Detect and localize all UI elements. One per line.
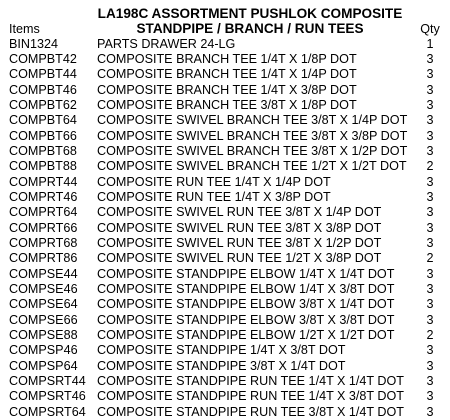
list-item xyxy=(0,144,450,159)
item-description: COMPOSITE SWIVEL BRANCH TEE 3/8T X 1/2P DOT xyxy=(97,144,407,159)
list-item xyxy=(0,37,450,52)
item-qty: 3 xyxy=(415,282,445,297)
item-description: COMPOSITE STANDPIPE RUN TEE 3/8T X 1/4T DOT xyxy=(97,405,404,420)
title-line-2: STANDPIPE / BRANCH / RUN TEES xyxy=(90,21,410,36)
item-code: COMPSRT64 xyxy=(9,405,86,420)
item-code: COMPSP46 xyxy=(9,343,78,358)
item-code: COMPRT86 xyxy=(9,251,77,266)
item-qty: 3 xyxy=(415,52,445,67)
title-line-1: LA198C ASSORTMENT PUSHLOK COMPOSITE xyxy=(90,6,410,21)
list-item xyxy=(0,113,450,128)
item-code: COMPSE64 xyxy=(9,297,78,312)
item-code: COMPSE46 xyxy=(9,282,78,297)
list-item xyxy=(0,129,450,144)
item-qty: 2 xyxy=(415,251,445,266)
list-item xyxy=(0,175,450,190)
item-code: COMPBT42 xyxy=(9,52,77,67)
list-item xyxy=(0,83,450,98)
item-qty: 1 xyxy=(415,37,445,52)
item-code: COMPRT66 xyxy=(9,221,77,236)
list-item xyxy=(0,251,450,266)
item-qty: 2 xyxy=(415,159,445,174)
item-code: COMPRT64 xyxy=(9,205,77,220)
item-qty: 3 xyxy=(415,190,445,205)
item-qty: 3 xyxy=(415,98,445,113)
item-description: COMPOSITE SWIVEL RUN TEE 3/8T X 1/4P DOT xyxy=(97,205,381,220)
list-item xyxy=(0,328,450,343)
item-description: COMPOSITE SWIVEL RUN TEE 3/8T X 3/8P DOT xyxy=(97,221,381,236)
item-code: COMPBT88 xyxy=(9,159,77,174)
item-code: COMPRT68 xyxy=(9,236,77,251)
item-description: COMPOSITE BRANCH TEE 3/8T X 1/8P DOT xyxy=(97,98,357,113)
item-description: COMPOSITE STANDPIPE 3/8T X 1/4T DOT xyxy=(97,359,345,374)
item-qty: 3 xyxy=(415,129,445,144)
column-header-items: Items xyxy=(9,22,40,37)
list-item xyxy=(0,205,450,220)
document-title xyxy=(90,6,410,36)
item-qty: 3 xyxy=(415,205,445,220)
item-code: COMPSE88 xyxy=(9,328,78,343)
item-qty: 3 xyxy=(415,313,445,328)
item-description: COMPOSITE SWIVEL BRANCH TEE 1/2T X 1/2T DOT xyxy=(97,159,407,174)
list-item xyxy=(0,98,450,113)
item-code: COMPBT44 xyxy=(9,67,77,82)
item-code: COMPRT44 xyxy=(9,175,77,190)
item-qty: 3 xyxy=(415,359,445,374)
item-description: COMPOSITE STANDPIPE RUN TEE 1/4T X 3/8T DOT xyxy=(97,389,404,404)
item-description: COMPOSITE RUN TEE 1/4T X 3/8P DOT xyxy=(97,190,331,205)
list-item xyxy=(0,282,450,297)
item-qty: 3 xyxy=(415,374,445,389)
item-qty: 3 xyxy=(415,343,445,358)
list-item xyxy=(0,236,450,251)
item-description: COMPOSITE SWIVEL BRANCH TEE 3/8T X 1/4P DOT xyxy=(97,113,407,128)
item-description: PARTS DRAWER 24-LG xyxy=(97,37,235,52)
item-description: COMPOSITE BRANCH TEE 1/4T X 3/8P DOT xyxy=(97,83,357,98)
item-code: BIN1324 xyxy=(9,37,58,52)
list-item xyxy=(0,359,450,374)
item-description: COMPOSITE STANDPIPE ELBOW 1/4T X 1/4T DOT xyxy=(97,267,394,282)
item-description: COMPOSITE RUN TEE 1/4T X 1/4P DOT xyxy=(97,175,331,190)
item-code: COMPBT68 xyxy=(9,144,77,159)
item-code: COMPBT66 xyxy=(9,129,77,144)
list-item xyxy=(0,67,450,82)
item-code: COMPSRT44 xyxy=(9,374,86,389)
list-item xyxy=(0,313,450,328)
item-description: COMPOSITE STANDPIPE ELBOW 3/8T X 3/8T DOT xyxy=(97,313,394,328)
column-header-qty: Qty xyxy=(415,22,445,37)
item-code: COMPSE66 xyxy=(9,313,78,328)
item-description: COMPOSITE STANDPIPE ELBOW 3/8T X 1/4T DOT xyxy=(97,297,394,312)
item-description: COMPOSITE STANDPIPE ELBOW 1/2T X 1/2T DOT xyxy=(97,328,394,343)
item-description: COMPOSITE STANDPIPE RUN TEE 1/4T X 1/4T DOT xyxy=(97,374,404,389)
list-item xyxy=(0,405,450,420)
list-item xyxy=(0,190,450,205)
item-code: COMPSRT46 xyxy=(9,389,86,404)
list-item xyxy=(0,374,450,389)
item-qty: 3 xyxy=(415,221,445,236)
item-code: COMPBT46 xyxy=(9,83,77,98)
item-description: COMPOSITE SWIVEL BRANCH TEE 3/8T X 3/8P DOT xyxy=(97,129,407,144)
item-qty: 3 xyxy=(415,405,445,420)
item-qty: 3 xyxy=(415,297,445,312)
item-qty: 3 xyxy=(415,236,445,251)
list-item xyxy=(0,389,450,404)
item-code: COMPSP64 xyxy=(9,359,78,374)
items-list xyxy=(0,37,450,420)
list-item xyxy=(0,343,450,358)
list-item xyxy=(0,267,450,282)
item-qty: 3 xyxy=(415,267,445,282)
item-description: COMPOSITE SWIVEL RUN TEE 1/2T X 3/8P DOT xyxy=(97,251,381,266)
item-qty: 3 xyxy=(415,113,445,128)
item-qty: 2 xyxy=(415,328,445,343)
item-qty: 3 xyxy=(415,83,445,98)
item-qty: 3 xyxy=(415,144,445,159)
item-description: COMPOSITE SWIVEL RUN TEE 3/8T X 1/2P DOT xyxy=(97,236,381,251)
item-code: COMPBT64 xyxy=(9,113,77,128)
item-qty: 3 xyxy=(415,389,445,404)
item-description: COMPOSITE STANDPIPE 1/4T X 3/8T DOT xyxy=(97,343,345,358)
list-item xyxy=(0,221,450,236)
item-code: COMPSE44 xyxy=(9,267,78,282)
item-code: COMPRT46 xyxy=(9,190,77,205)
list-item xyxy=(0,159,450,174)
item-qty: 3 xyxy=(415,67,445,82)
item-code: COMPBT62 xyxy=(9,98,77,113)
item-qty: 3 xyxy=(415,175,445,190)
item-description: COMPOSITE BRANCH TEE 1/4T X 1/4P DOT xyxy=(97,67,357,82)
item-description: COMPOSITE STANDPIPE ELBOW 1/4T X 3/8T DOT xyxy=(97,282,394,297)
list-item xyxy=(0,52,450,67)
list-item xyxy=(0,297,450,312)
item-description: COMPOSITE BRANCH TEE 1/4T X 1/8P DOT xyxy=(97,52,357,67)
